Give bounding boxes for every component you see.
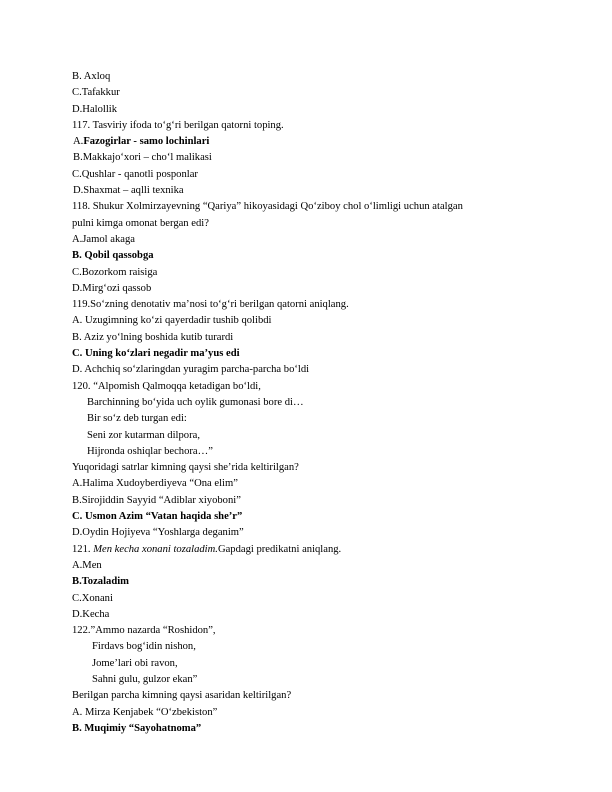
line-text: B. Axloq — [72, 71, 111, 82]
question-text: Gapdagi predikatni aniqlang. — [217, 543, 342, 555]
correct-answer-text: B. Qobil qassobga — [72, 250, 154, 262]
line-text: A. Uzugimning ko‘zi qayerdadir tushib qolibdi — [72, 315, 272, 327]
answer-option — [72, 232, 552, 248]
option-letter: A. — [73, 136, 84, 148]
question-122 — [72, 623, 552, 639]
answer-option — [72, 85, 552, 101]
answer-option — [72, 607, 552, 623]
document-body — [72, 69, 552, 737]
line-text: B.Makkajo‘xori – cho‘l malikasi — [73, 152, 212, 164]
line-text: C.Xonani — [72, 592, 113, 604]
line-text: D.Halollik — [72, 103, 118, 115]
line-text: D.Oydin Hojiyeva “Yoshlarga deganim” — [72, 527, 244, 539]
question-119 — [72, 297, 552, 313]
question-122-prompt — [72, 688, 552, 704]
answer-option — [72, 591, 552, 607]
correct-answer-text: Fazogirlar - samo lochinlari — [83, 136, 210, 148]
line-text: A.Men — [72, 559, 102, 571]
line-text: Berilgan parcha kimning qaysi asaridan keltirilgan? — [72, 690, 292, 702]
line-text: D. Achchiq so‘zlaringdan yuragim parcha-parcha bo‘ldi — [72, 364, 310, 376]
question-120 — [72, 379, 552, 395]
line-text: C.Tafakkur — [72, 87, 120, 99]
answer-option — [72, 476, 552, 492]
question-120-prompt — [72, 460, 552, 476]
line-text: pulni kimga omonat bergan edi? — [72, 217, 209, 229]
line-text: D.Shaxmat – aqlli texnika — [73, 185, 184, 197]
line-text: Hijronda oshiqlar bechora…” — [87, 445, 213, 457]
line-text: D.Mirg‘ozi qassob — [72, 282, 152, 294]
question-118-continued — [72, 216, 552, 232]
line-text: Sahni gulu, gulzor ekan” — [92, 673, 198, 685]
question-number: 121. — [72, 543, 94, 555]
line-text: A.Jamol akaga — [72, 233, 135, 245]
example-sentence: Men kecha xonani tozaladim. — [93, 543, 218, 555]
question-117 — [72, 118, 552, 134]
answer-option — [72, 167, 552, 183]
line-text: C.Qushlar - qanotli posponlar — [72, 168, 198, 180]
line-text: 119.So‘zning denotativ ma’nosi to‘g‘ri berilgan qatorni aniqlang. — [72, 299, 349, 311]
line-text: Seni zor kutarman dilpora, — [87, 429, 200, 441]
question-121 — [72, 542, 552, 558]
answer-option-correct — [72, 248, 552, 264]
line-text: 118. Shukur Xolmirzayevning “Qariya” hikoyasidagi Qo‘ziboy chol o‘limligi uchun atalgan — [72, 201, 463, 213]
answer-option-correct — [72, 721, 552, 737]
correct-answer-text: B.Tozaladim — [72, 576, 130, 588]
line-text: 117. Tasviriy ifoda to‘g‘ri berilgan qatorni toping. — [72, 119, 284, 131]
answer-option-correct — [72, 346, 552, 362]
correct-answer-text: C. Usmon Azim “Vatan haqida she’r” — [72, 511, 243, 523]
line-text: Bir so‘z deb turgan edi: — [87, 413, 187, 425]
line-text: B.Sirojiddin Sayyid “Adiblar xiyoboni” — [72, 494, 241, 506]
answer-option — [73, 183, 552, 199]
line-text: A.Halima Xudoyberdiyeva “Ona elim” — [72, 478, 238, 490]
line-text: B. Aziz yo‘lning boshida kutib turardi — [72, 331, 234, 343]
poem-line — [72, 411, 552, 427]
correct-answer-text: C. Uning ko‘zlari negadir ma’yus edi — [72, 348, 240, 360]
question-118 — [72, 199, 552, 215]
answer-option — [72, 705, 552, 721]
answer-option — [72, 313, 552, 329]
poem-line — [72, 444, 552, 460]
line-text: Barchinning bo‘yida uch oylik gumonasi bore di… — [87, 396, 304, 408]
answer-option — [72, 493, 552, 509]
poem-line — [72, 639, 552, 655]
answer-option — [72, 281, 552, 297]
answer-option — [72, 102, 552, 118]
line-text: 120. “Alpomish Qalmoqqa ketadigan bo‘ldi, — [72, 380, 261, 392]
answer-option-correct — [72, 574, 552, 590]
poem-line — [72, 672, 552, 688]
poem-line — [72, 656, 552, 672]
line-text: Jome’lari obi ravon, — [92, 657, 178, 669]
line-text: 122.”Ammo nazarda “Roshidon”, — [72, 625, 216, 637]
answer-option — [72, 265, 552, 281]
answer-option — [73, 150, 552, 166]
answer-option — [72, 330, 552, 346]
answer-option — [72, 362, 552, 378]
answer-option-correct — [73, 134, 552, 150]
answer-option — [72, 69, 552, 85]
answer-option-correct — [72, 509, 552, 525]
correct-answer-text: B. Muqimiy “Sayohatnoma” — [72, 722, 202, 734]
answer-option — [72, 525, 552, 541]
line-text: D.Kecha — [72, 608, 110, 620]
poem-line — [72, 428, 552, 444]
line-text: A. Mirza Kenjabek “O‘zbekiston” — [72, 706, 218, 718]
line-text: C.Bozorkom raisiga — [72, 266, 158, 278]
poem-line — [72, 395, 552, 411]
line-text: Firdavs bog‘idin nishon, — [92, 641, 196, 653]
answer-option — [72, 558, 552, 574]
line-text: Yuqoridagi satrlar kimning qaysi she’rida keltirilgan? — [72, 462, 299, 474]
